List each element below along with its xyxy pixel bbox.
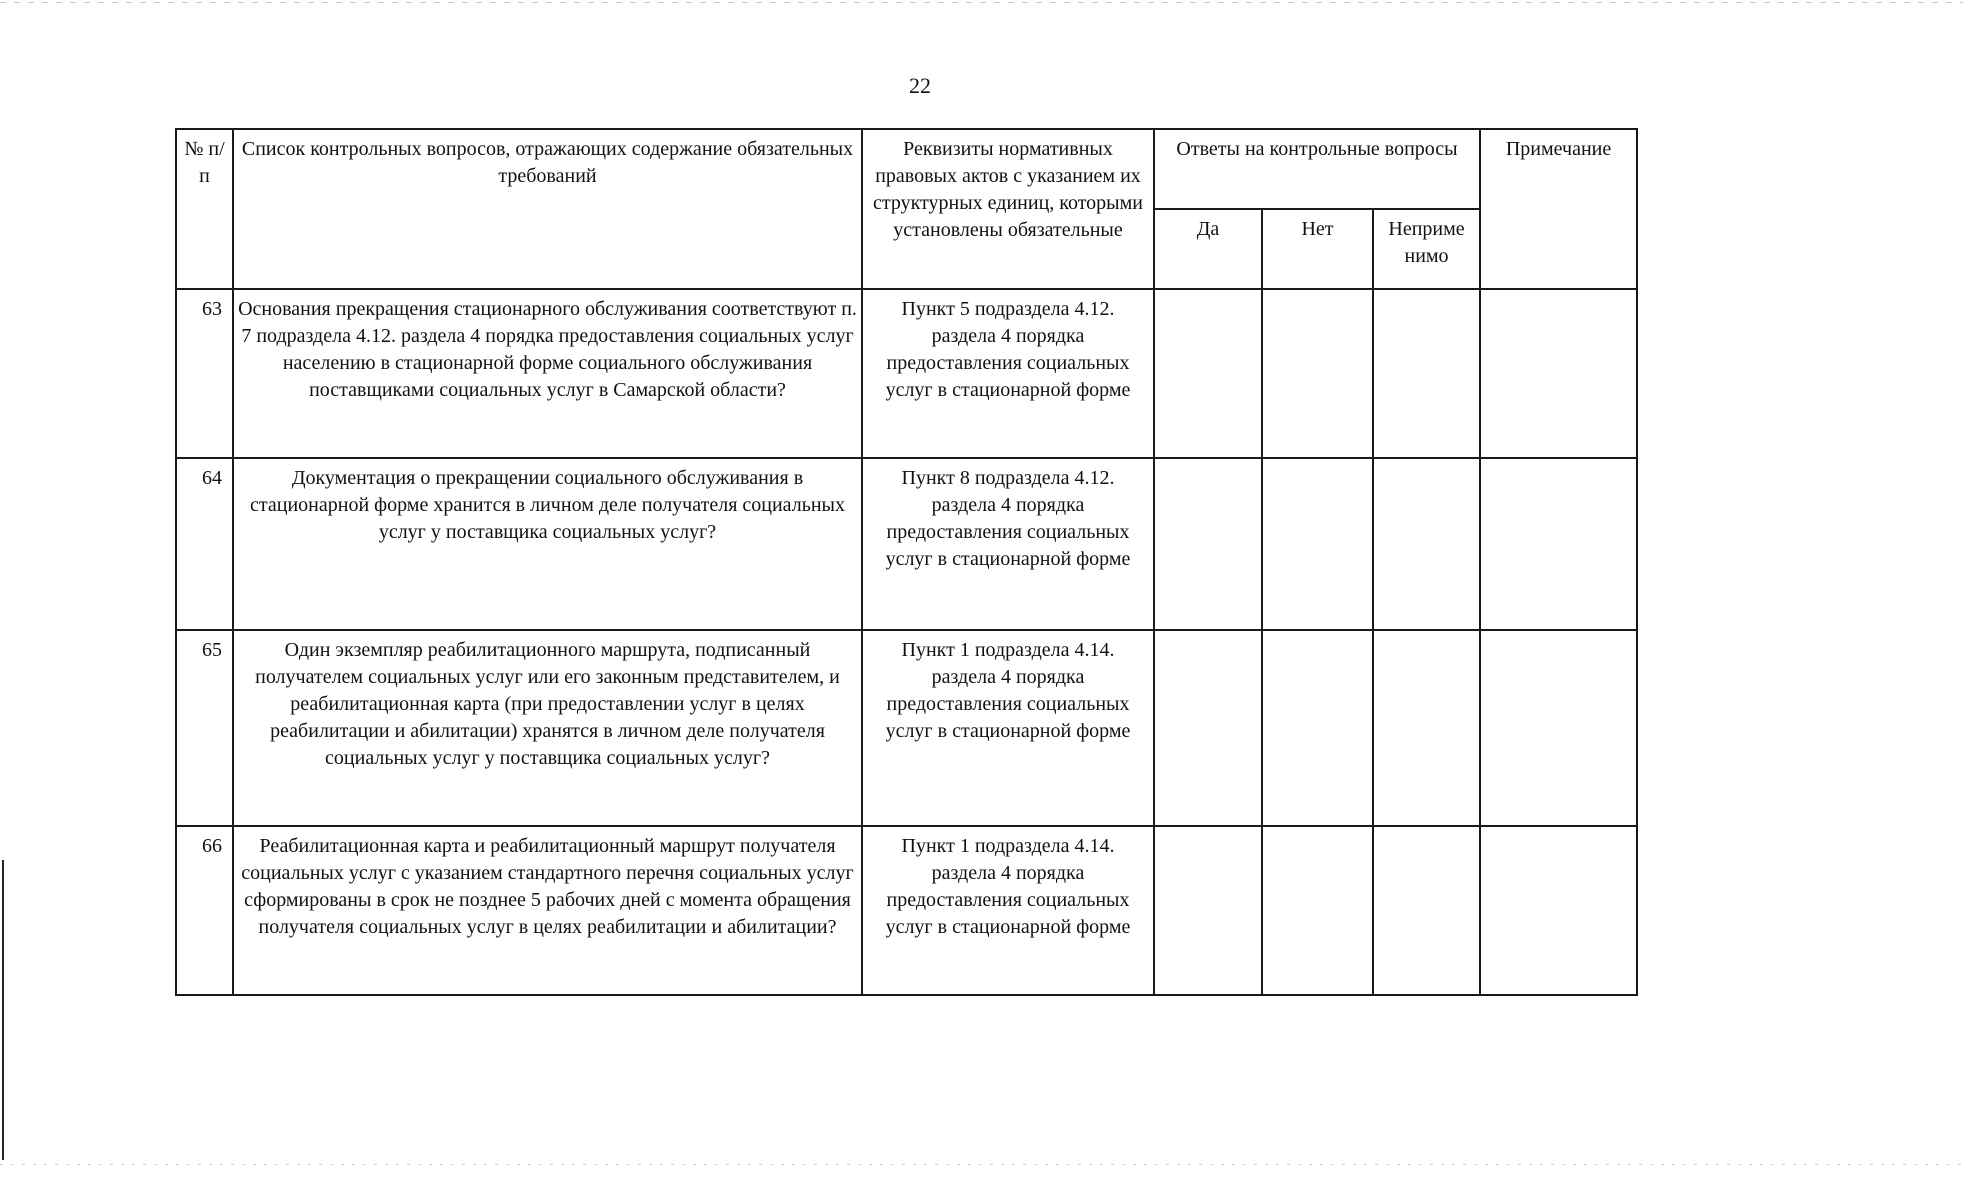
header-question: Список контрольных вопросов, отражающих содержание обязательных требований (233, 129, 862, 289)
answer-na-cell[interactable] (1373, 826, 1480, 995)
row-question: Один экземпляр реабилитационного маршрута, подписанный получателем социальных услуг или его законным представителем, и реабилитационная карта (при предоставлении услуг в целях реабилитации и абилитации) хранятся в личном деле получателя социальных услуг у поставщика социальных услуг? (233, 630, 862, 826)
answer-no-cell[interactable] (1262, 458, 1373, 630)
row-number: 63 (176, 289, 233, 458)
note-cell[interactable] (1480, 458, 1637, 630)
table-row (176, 289, 1637, 458)
answer-no-cell[interactable] (1262, 826, 1373, 995)
answer-yes-cell[interactable] (1154, 458, 1262, 630)
scan-artifact-top (0, 2, 1963, 3)
table-row (176, 458, 1637, 630)
answer-no-cell[interactable] (1262, 630, 1373, 826)
row-requisites: Пункт 1 подраздела 4.14. раздела 4 порядка предоставления социальных услуг в стационарной форме (862, 826, 1154, 995)
row-number: 66 (176, 826, 233, 995)
checklist-table (175, 128, 1638, 996)
table-header (176, 129, 1637, 289)
scan-artifact-left-edge (2, 860, 4, 1160)
header-yes: Да (1154, 209, 1262, 289)
row-question: Документация о прекращении социального обслуживания в стационарной форме хранится в личном деле получателя социальных услуг у поставщика социальных услуг? (233, 458, 862, 630)
note-cell[interactable] (1480, 826, 1637, 995)
header-answers: Ответы на контрольные вопросы (1154, 129, 1480, 209)
row-requisites: Пункт 5 подраздела 4.12. раздела 4 порядка предоставления социальных услуг в стационарной форме (862, 289, 1154, 458)
answer-na-cell[interactable] (1373, 458, 1480, 630)
page-number: 22 (909, 73, 931, 98)
row-requisites: Пункт 1 подраздела 4.14. раздела 4 порядка предоставления социальных услуг в стационарной форме (862, 630, 1154, 826)
answer-yes-cell[interactable] (1154, 630, 1262, 826)
scan-artifact-bottom (0, 1164, 1963, 1165)
answer-na-cell[interactable] (1373, 630, 1480, 826)
row-number: 65 (176, 630, 233, 826)
table-row (176, 826, 1637, 995)
row-question: Основания прекращения стационарного обслуживания соответствуют п. 7 подраздела 4.12. раздела 4 порядка предоставления социальных услуг населению в стационарной форме социального обслуживания поставщиками социальных услуг в Самарской области? (233, 289, 862, 458)
note-cell[interactable] (1480, 630, 1637, 826)
row-question: Реабилитационная карта и реабилитационный маршрут получателя социальных услуг с указанием стандартного перечня социальных услуг сформированы в срок не позднее 5 рабочих дней с момента обращения получателя социальных услуг в целях реабилитации и абилитации? (233, 826, 862, 995)
row-requisites: Пункт 8 подраздела 4.12. раздела 4 порядка предоставления социальных услуг в стационарной форме (862, 458, 1154, 630)
table-row (176, 630, 1637, 826)
header-note: Примечание (1480, 129, 1637, 289)
row-number: 64 (176, 458, 233, 630)
answer-yes-cell[interactable] (1154, 289, 1262, 458)
header-requisites (862, 129, 1154, 289)
answer-na-cell[interactable] (1373, 289, 1480, 458)
header-not-applicable: Неприме нимо (1373, 209, 1480, 289)
answer-no-cell[interactable] (1262, 289, 1373, 458)
answer-yes-cell[interactable] (1154, 826, 1262, 995)
header-requisites-text: Реквизиты нормативных правовых актов с указанием их структурных единиц, которыми установлены обязательные (873, 138, 1143, 241)
header-no: Нет (1262, 209, 1373, 289)
header-num: № п/п (176, 129, 233, 289)
note-cell[interactable] (1480, 289, 1637, 458)
